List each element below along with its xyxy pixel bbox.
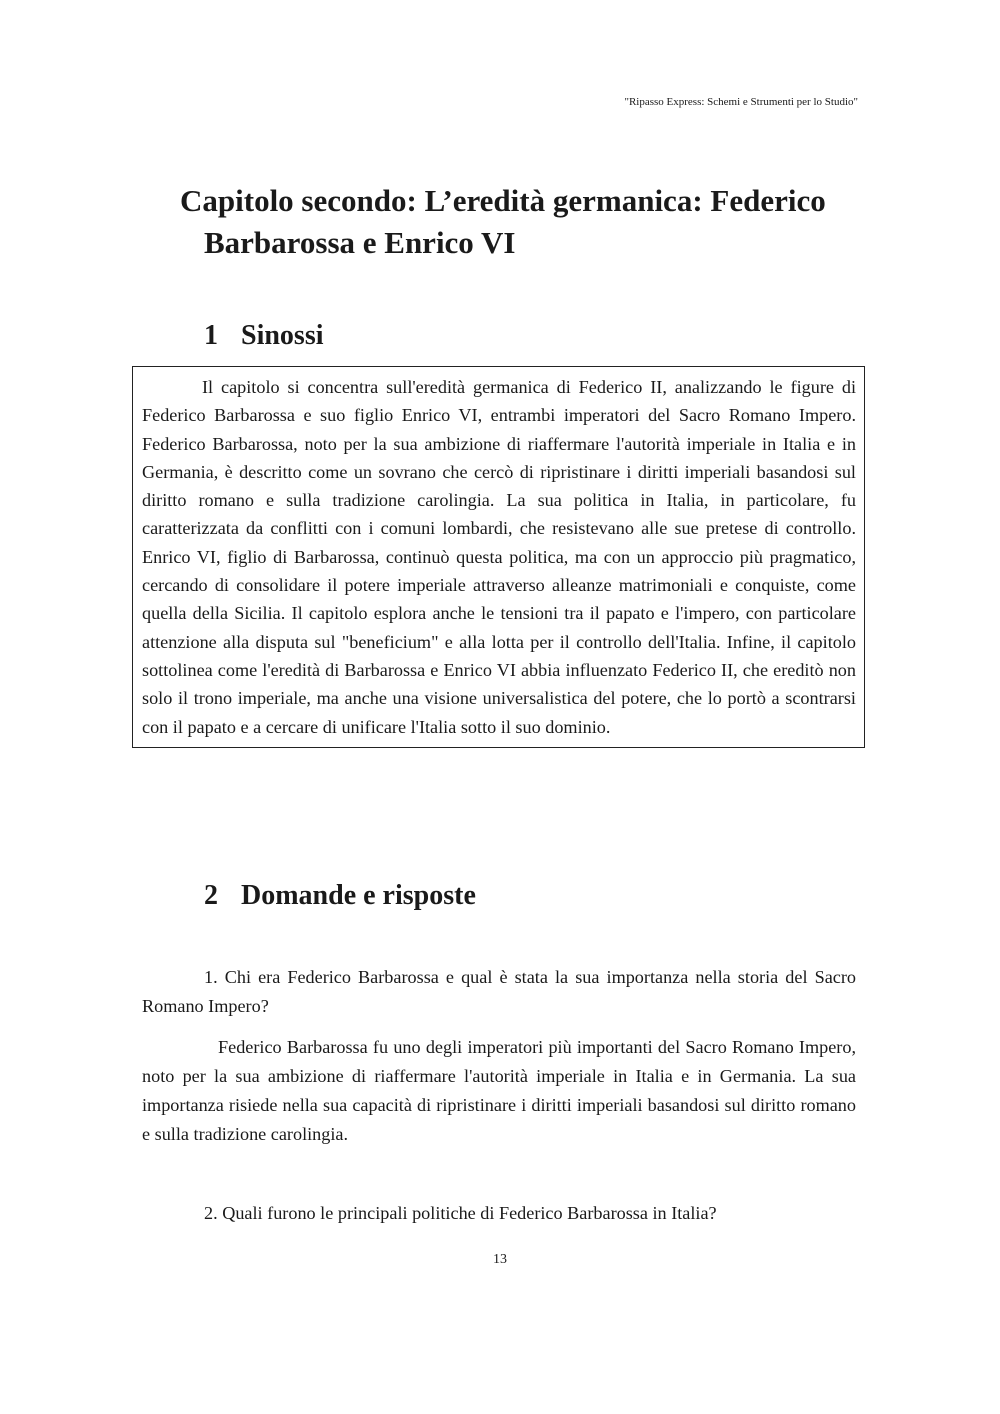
section-number: 1 (204, 320, 218, 351)
answer-text: Federico Barbarossa fu uno degli imperatori più importanti del Sacro Romano Impero, noto per la sua ambizione di riaffermare l'autorità imperiale in Italia e in Germania. La sua importanza risiede nella sua capacità di ripristinare i diritti imperiali basandosi sul diritto romano e sulla tradizione carolingia. (142, 1037, 856, 1144)
section-number: 2 (204, 880, 218, 911)
synopsis-text: Il capitolo si concentra sull'eredità germanica di Federico II, analizzando le figure di Federico Barbarossa e suo figlio Enrico VI, entrambi imperatori del Sacro Romano Impero. Federico Barbarossa, noto per la sua ambizione di riaffermare l'autorità imperiale in Italia e in Germania, è descritto come un sovrano che cercò di ripristinare i diritti imperiali basandosi sul diritto romano e sulla tradizione carolingia. La sua politica in Italia, in particolare, fu caratterizzata da conflitti con i comuni lombardi, che resistevano alle sue pretese di controllo. Enrico VI, figlio di Barbarossa, continuò questa politica, ma con un approccio più pragmatico, cercando di consolidare il potere imperiale attraverso alleanze matrimoniali e conquiste, come quella della Sicilia. Il capitolo esplora anche le tensioni tra il papato e l'impero, con particolare attenzione alla disputa sul "beneficium" e alla lotta per il controllo dell'Italia. Infine, il capitolo sottolinea come l'eredità di Barbarossa e Enrico VI abbia influenzato Federico II, che ereditò non solo il trono imperiale, ma anche una visione universalistica del potere, che lo portò a scontrarsi con il papato e a cercare di unificare l'Italia sotto il suo dominio. (142, 377, 856, 737)
section-title: Domande e risposte (241, 880, 476, 911)
page-number: 13 (493, 1252, 507, 1267)
running-header: "Ripasso Express: Schemi e Strumenti per lo Studio" (624, 96, 858, 108)
section-heading-qa (204, 879, 476, 913)
question-text: 2. Quali furono le principali politiche di Federico Barbarossa in Italia? (204, 1203, 717, 1223)
question-2 (142, 1199, 856, 1228)
chapter-title: Capitolo secondo: L’eredità germanica: Federico Barbarossa e Enrico VI (180, 183, 826, 260)
synopsis-box (132, 366, 865, 748)
answer-1 (142, 1033, 856, 1149)
section-heading-synopsis (204, 319, 324, 353)
section-title: Sinossi (241, 320, 324, 351)
question-text: 1. Chi era Federico Barbarossa e qual è stata la sua importanza nella storia del Sacro Romano Impero? (142, 967, 856, 1016)
question-1 (142, 963, 856, 1021)
